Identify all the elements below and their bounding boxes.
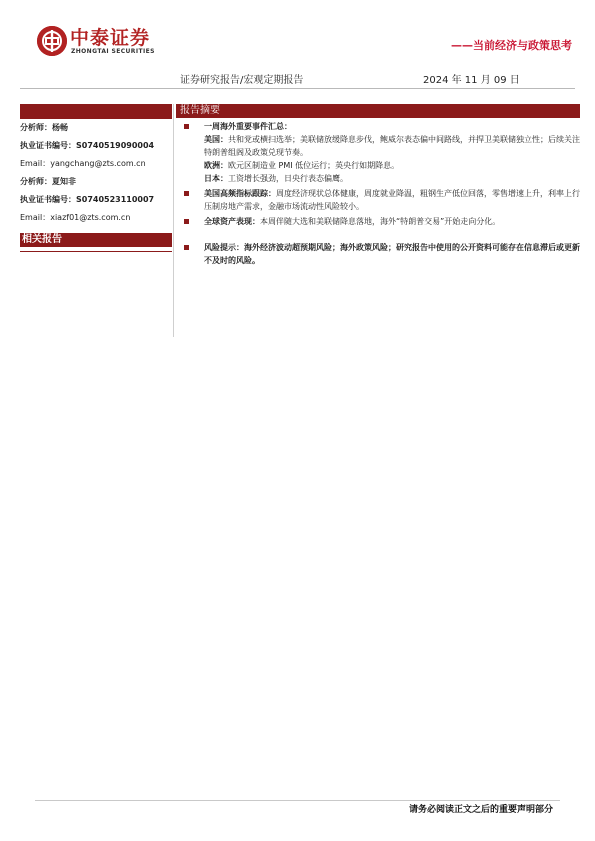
email-link[interactable]: yangchang@zts.com.cn xyxy=(50,159,146,168)
analyst-name: 夏知非 xyxy=(52,177,76,186)
report-date: 2024 年 11 月 09 日 xyxy=(423,75,520,86)
bullet-icon xyxy=(184,219,189,224)
summary-heading: 报告摘要 xyxy=(176,104,580,118)
report-summary xyxy=(176,104,580,267)
hf-label: 美国高频指标跟踪： xyxy=(204,189,276,198)
license-number: S0740519090004 xyxy=(76,141,155,150)
analyst-panel-bar xyxy=(20,104,172,119)
email-label: Email： xyxy=(20,213,51,222)
license-label: 执业证书编号： xyxy=(20,141,76,150)
license-line xyxy=(20,137,172,155)
email-label: Email： xyxy=(20,159,51,168)
related-reports-heading: 相关报告 xyxy=(20,233,172,247)
us-text: 共和党或横扫选举；美联储放缓降息步伐，鲍威尔表态偏中间路线，并捍卫美联储独立性；后续关注特朗普组阁及政策兑现节奏。 xyxy=(204,135,580,157)
jp-text: 工资增长强劲，日央行表态偏鹰。 xyxy=(228,174,348,183)
eu-events xyxy=(204,159,580,172)
license-line xyxy=(20,191,172,209)
summary-section-risk xyxy=(176,241,580,267)
summary-section-events xyxy=(176,120,580,185)
series-title: ——当前经济与政策思考 xyxy=(451,39,572,52)
company-name: 中泰证券 xyxy=(70,27,151,49)
assets-text: 本周伴随大选和美联储降息落地，海外“特朗普交易”开始走向分化。 xyxy=(260,217,501,226)
summary-section-hf xyxy=(176,187,580,213)
footer-disclaimer: 请务必阅读正文之后的重要声明部分 xyxy=(408,805,553,815)
analyst-panel xyxy=(20,104,172,252)
analyst-name-line xyxy=(20,119,172,137)
license-label: 执业证书编号： xyxy=(20,195,76,204)
company-name-en: ZHONGTAI SECURITIES xyxy=(71,48,155,55)
bullet-icon xyxy=(184,245,189,250)
risk-text: 风险提示：海外经济波动超预期风险；海外政策风险；研究报告中使用的公开资料可能存在信息滞后或更新不及时的风险。 xyxy=(204,243,580,265)
section-title: 一周海外重要事件汇总： xyxy=(204,122,292,131)
bullet-icon xyxy=(184,124,189,129)
analyst-role-label: 分析师： xyxy=(20,123,52,132)
header-divider xyxy=(20,88,575,89)
column-divider xyxy=(173,104,174,337)
us-events xyxy=(204,133,580,159)
related-reports-divider xyxy=(20,251,172,252)
assets-label: 全球资产表现： xyxy=(204,217,260,226)
jp-label: 日本： xyxy=(204,174,228,183)
analyst-name: 杨畅 xyxy=(52,123,68,132)
company-logo-icon xyxy=(37,26,67,56)
analyst-name-line xyxy=(20,173,172,191)
jp-events xyxy=(204,172,580,185)
eu-label: 欧洲： xyxy=(204,161,228,170)
license-number: S0740523110007 xyxy=(76,195,155,204)
eu-text: 欧元区制造业 PMI 低位运行；英央行如期降息。 xyxy=(228,161,400,170)
document-type: 证券研究报告/宏观定期报告 xyxy=(180,75,304,86)
email-line xyxy=(20,155,172,173)
analyst-role-label: 分析师： xyxy=(20,177,52,186)
email-line xyxy=(20,209,172,227)
hf-text: 周度经济现状总体健康，周度就业降温，粗钢生产低位回落，零售增速上升，利率上行压制房地产需求，金融市场流动性风险较小。 xyxy=(204,189,580,211)
footer-divider xyxy=(35,800,560,801)
us-label: 美国： xyxy=(204,135,228,144)
summary-section-assets xyxy=(176,215,580,228)
bullet-icon xyxy=(184,191,189,196)
email-link[interactable]: xiazf01@zts.com.cn xyxy=(50,213,131,222)
